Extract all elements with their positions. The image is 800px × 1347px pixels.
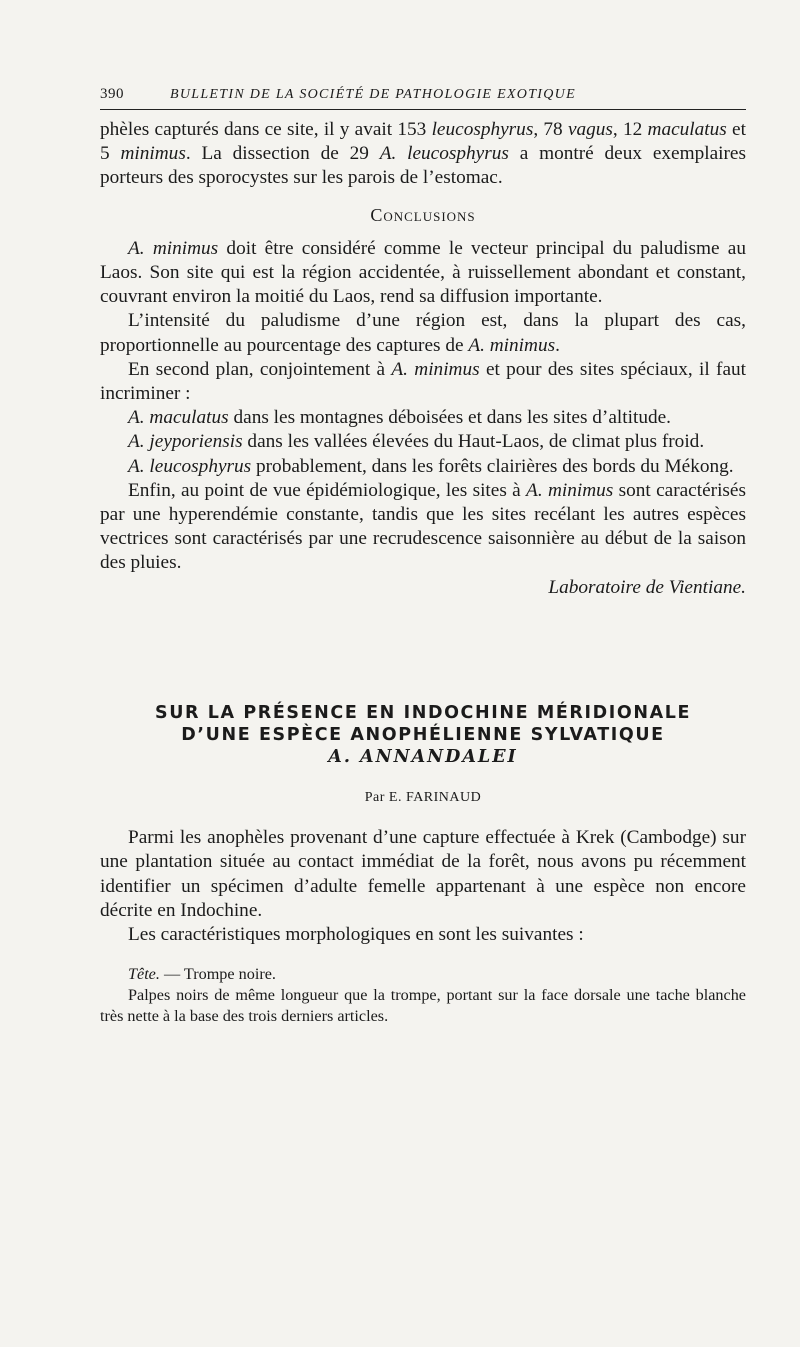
paragraph: Enfin, au point de vue épidémiologique, les sites à A. minimus sont caractérisés par une hyperendémie constante, tandis que les sites recélant les autres espèces vectrices sont caractérisés par une recrudescence saisonnière au début de la saison des pluies. (100, 479, 746, 574)
paragraph: L’intensité du paludisme d’une région est, dans la plupart des cas, proportionnelle au pourcentage des captures de A. minimus. (100, 310, 746, 356)
paragraph: Les caractéristiques morphologiques en sont les suivantes : (128, 924, 584, 946)
paragraph: A. minimus doit être considéré comme le vecteur principal du paludisme au Laos. Son site qui est la région accidentée, à ruissellement abondant et constant, couvrant environ la moitié du Laos, rend sa diffusion importante. (100, 237, 746, 308)
page (100, 86, 746, 1027)
paragraph: Parmi les anophèles provenant d’une capture effectuée à Krek (Cambodge) sur une plantation située au contact immédiat de la forêt, nous avons pu récemment identifier un spécimen d’adulte femelle appartenant à une espèce non encore décrite en Indochine. (100, 826, 746, 922)
laboratory-signature: Laboratoire de Vientiane. (548, 576, 746, 598)
paragraph: A. maculatus dans les montagnes déboisées et dans les sites d’altitude. (128, 407, 671, 429)
author-byline: Par E. FARINAUD (364, 789, 482, 805)
paragraph-continued: phèles capturés dans ce site, il y avait 153 leucosphyrus, 78 vagus, 12 maculatus et 5 minimus. La dissection de 29 A. leucosphyrus a montré deux exemplaires porteurs des sporocystes sur les parois de l’estomac. (100, 119, 746, 189)
article-title (100, 702, 746, 768)
small-print-description (100, 964, 746, 1027)
conclusions-heading: Conclusions (370, 204, 476, 225)
paragraph: En second plan, conjointement à A. minimus et pour des sites spéciaux, il faut incriminer : (100, 358, 746, 405)
article-body-2 (100, 826, 746, 948)
paragraph: A. jeyporiensis dans les vallées élevées du Haut-Laos, de climat plus froid. (128, 431, 705, 453)
running-header (100, 86, 746, 110)
paragraph: A. leucosphyrus probablement, dans les forêts clairières des bords du Mékong. (128, 455, 734, 477)
running-title: BULLETIN DE LA SOCIÉTÉ DE PATHOLOGIE EXOTIQUE (170, 87, 576, 102)
title-line: SUR LA PRÉSENCE EN INDOCHINE MÉRIDIONALE (154, 702, 692, 723)
title-species: A. ANNANDALEI (328, 746, 518, 767)
description-head: Tête. — Trompe noire. (128, 964, 276, 983)
article-body-1 (100, 118, 746, 600)
title-line: D’UNE ESPÈCE ANOPHÉLIENNE SYLVATIQUE (181, 724, 665, 745)
description-paragraph: Palpes noirs de même longueur que la trompe, portant sur la face dorsale une tache blanche très nette à la base des trois derniers articles. (100, 985, 746, 1025)
page-number: 390 (100, 86, 124, 102)
